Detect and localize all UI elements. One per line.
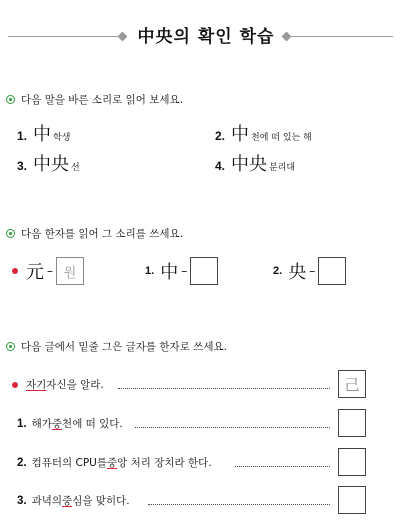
section3-instruction: 다음 글에서 밑줄 그은 글자를 한자로 쓰세요. [21,341,227,353]
section2-header [6,226,183,241]
example-hanja: 元 [26,262,44,283]
hanja-example [12,257,84,285]
underlined-word: 중 [51,418,63,430]
sentence-pre: 과녁의 [31,495,63,507]
answer-box[interactable] [190,257,218,285]
dotted-leader [135,427,330,428]
item-hanja: 中 [33,124,52,145]
reading-item-4 [215,150,295,176]
item-suffix: 분리대 [269,163,296,173]
sentence-pre: 해가 [31,418,52,430]
item-hanja: 中央 [231,154,268,175]
item-number: 3. [17,159,28,173]
example-answer-box: 원 [56,257,84,285]
item-number: 3. [17,494,27,507]
red-dot-icon [12,382,18,388]
item-number: 4. [215,159,226,173]
answer-box[interactable] [338,409,366,437]
reading-item-3 [17,150,80,176]
section1-header [6,92,183,107]
item-number: 1. [17,129,28,143]
sentence-pre: 컴퓨터의 CPU를 [31,457,107,469]
item-suffix: 학생 [53,133,71,143]
underlined-word: 자기 [26,379,47,391]
section2-instruction: 다음 한자를 읽어 그 소리를 쓰세요. [21,228,184,240]
hanja-item-1 [145,257,218,285]
dotted-leader [118,388,330,389]
underlined-word: 중 [62,495,73,507]
answer-box[interactable] [338,448,366,476]
answer-box[interactable] [318,257,346,285]
sentence-post: 심을 맞히다. [72,495,130,507]
reading-item-2 [215,120,312,146]
sentence-example [12,377,104,392]
item-hanja: 央 [288,262,307,283]
item-hanja: 中 [160,262,179,283]
dash: – [181,264,188,278]
reading-item-1 [17,120,70,146]
underlined-word: 중 [107,457,118,469]
item-hanja: 中央 [33,154,70,175]
answer-box[interactable] [338,486,366,514]
page-title: 中央의 확인 학습 [137,27,275,47]
title-rule-left [8,36,122,37]
item-suffix: 천에 떠 있는 해 [251,133,312,143]
sentence-item-3 [17,493,130,508]
red-dot-icon [12,268,18,274]
example-answer-box: 己 [338,370,366,398]
item-number: 2. [215,129,226,143]
item-number: 1. [17,417,27,430]
sentence-post: 자신을 알라. [46,379,104,391]
dash: – [309,264,316,278]
dotted-leader [148,504,330,505]
sentence-item-1 [17,416,123,431]
section3-header [6,339,227,354]
item-hanja: 中 [231,124,250,145]
circle-bullet-icon [6,95,15,104]
item-suffix: 선 [71,163,80,173]
item-number: 2. [273,265,283,277]
circle-bullet-icon [6,342,15,351]
dotted-leader [235,466,330,467]
title-rule-right [287,36,393,37]
circle-bullet-icon [6,229,15,238]
sentence-post: 천에 떠 있다. [62,418,123,430]
sentence-post: 앙 처리 장치라 한다. [117,457,212,469]
hanja-item-2 [273,257,346,285]
item-number: 1. [145,265,155,277]
sentence-item-2 [17,455,212,470]
section1-instruction: 다음 말을 바른 소리로 읽어 보세요. [21,94,184,106]
title-rule-left-diamond [118,32,128,42]
dash: – [47,264,53,278]
item-number: 2. [17,456,27,469]
